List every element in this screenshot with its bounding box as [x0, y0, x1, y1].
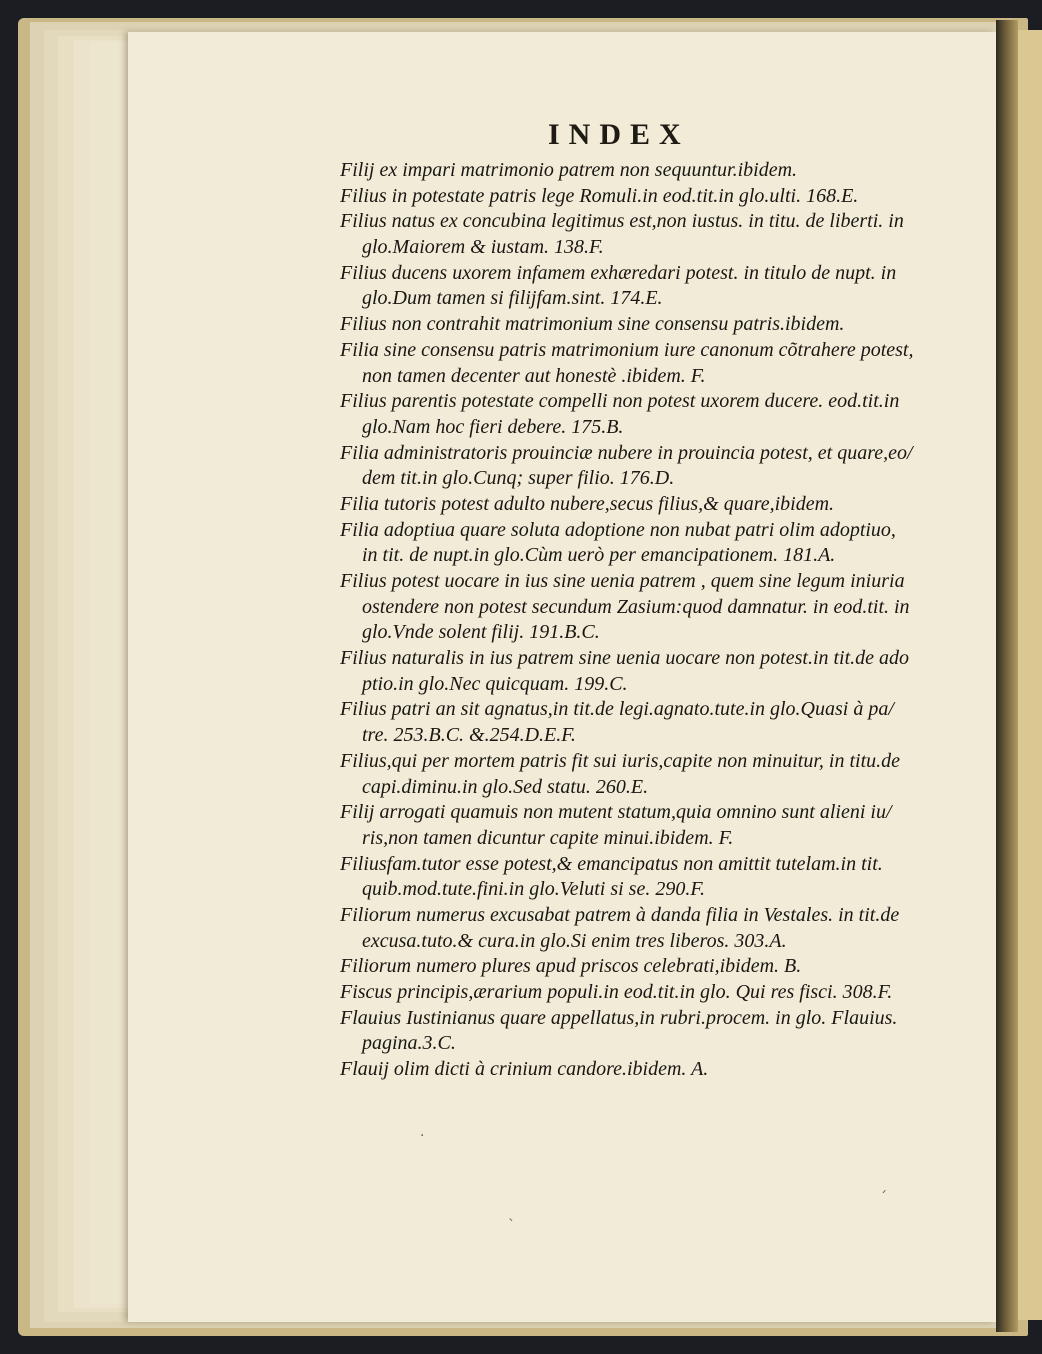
index-line: glo.Nam hoc fieri debere. 175.B.: [362, 415, 624, 438]
index-line: Filiorum numerus excusabat patrem à danda filia in Vestales. in tit.de: [340, 903, 900, 926]
index-line: Filius ducens uxorem infamem exhæredari potest. in titulo de nupt. in: [340, 261, 897, 284]
index-line: dem tit.in glo.Cunq; super filio. 176.D.: [362, 467, 675, 490]
index-line: Filia adoptiua quare soluta adoptione non nubat patri olim adoptiuo,: [340, 518, 896, 541]
index-line: Filius natus ex concubina legitimus est,non iustus. in titu. de liberti. in: [340, 210, 904, 233]
index-line: Filij arrogati quamuis non mutent statum,quia omnino sunt alieni iu/: [340, 801, 892, 824]
index-line: ptio.in glo.Nec quicquam. 199.C.: [362, 672, 628, 695]
index-line: Filia tutoris potest adulto nubere,secus filius,& quare,ibidem.: [340, 492, 835, 515]
index-line: Filia administratoris prouinciæ nubere in prouincia potest, et quare,eo/: [340, 441, 913, 464]
index-line: glo.Dum tamen si filijfam.sint. 174.E.: [362, 287, 663, 310]
index-line: Filius potest uocare in ius sine uenia patrem , quem sine legum iniuria: [340, 570, 905, 592]
index-line: quib.mod.tute.fini.in glo.Veluti si se. 290.F.: [362, 878, 705, 901]
ink-speck: ·: [420, 1128, 425, 1144]
page-header: INDEX: [548, 118, 690, 151]
index-line: Fiscus principis,ærarium populi.in eod.tit.in glo. Qui res fisci. 308.F.: [340, 981, 893, 1003]
index-line: capi.diminu.in glo.Sed statu. 260.E.: [362, 775, 649, 798]
index-line: ris,non tamen dicuntur capite minui.ibidem. F.: [362, 826, 734, 849]
book-spine: [996, 20, 1018, 1332]
index-entries: [340, 158, 960, 1083]
facing-page-edge: [1018, 30, 1042, 1320]
ink-speck: ˋ: [508, 1218, 515, 1234]
index-line: Filius in potestate patris lege Romuli.in eod.tit.in glo.ulti. 168.E.: [340, 184, 859, 207]
index-line: Filius parentis potestate compelli non potest uxorem ducere. eod.tit.in: [340, 390, 900, 413]
index-line: glo.Maiorem & iustam. 138.F.: [362, 236, 604, 259]
index-line: Flauij olim dicti à crinium candore.ibidem. A.: [340, 1058, 709, 1081]
index-line: tre. 253.B.C. &.254.D.E.F.: [362, 724, 576, 747]
index-line: Filia sine consensu patris matrimonium iure canonum cõtrahere potest,: [340, 338, 914, 361]
index-line: non tamen decenter aut honestè .ibidem. F.: [362, 364, 706, 387]
index-line: Filius non contrahit matrimonium sine consensu patris.ibidem.: [340, 313, 845, 336]
index-line: ostendere non potest secundum Zasium:quod damnatur. in eod.tit. in: [362, 595, 910, 618]
index-line: Filius naturalis in ius patrem sine uenia uocare non potest.in tit.de ado: [340, 647, 910, 670]
index-line: Filiorum numero plures apud priscos celebrati,ibidem. B.: [340, 955, 802, 978]
ink-speck: ˊ: [880, 1190, 887, 1206]
index-line: Filiusfam.tutor esse potest,& emancipatus non amittit tutelam.in tit.: [340, 852, 883, 875]
index-line: excusa.tuto.& cura.in glo.Si enim tres liberos. 303.A.: [362, 929, 787, 952]
index-line: Filij ex impari matrimonio patrem non sequuntur.ibidem.: [340, 159, 798, 181]
index-line: pagina.3.C.: [362, 1032, 456, 1055]
index-line: Filius,qui per mortem patris fit sui iuris,capite non minuitur, in titu.de: [340, 749, 901, 772]
index-line: glo.Vnde solent filij. 191.B.C.: [362, 621, 600, 644]
index-line: in tit. de nupt.in glo.Cùm uerò per emancipationem. 181.A.: [362, 544, 836, 567]
index-line: Flauius Iustinianus quare appellatus,in rubri.procem. in glo. Flauius.: [340, 1006, 898, 1029]
index-line: Filius patri an sit agnatus,in tit.de legi.agnato.tute.in glo.Quasi à pa/: [340, 698, 894, 721]
